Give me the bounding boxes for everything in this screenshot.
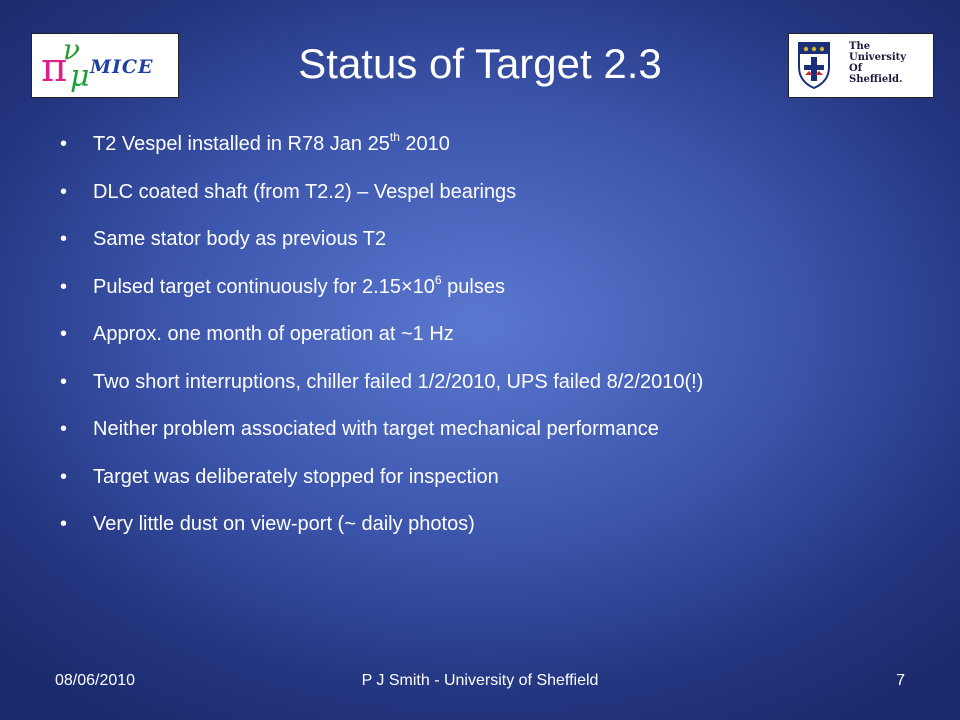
page-number: 7 (896, 672, 905, 689)
bullet-text: DLC coated shaft (from T2.2) – Vespel bearings (93, 180, 517, 203)
bullet-item (60, 318, 940, 366)
bullet-text: Two short interruptions, chiller failed 1/2/2010, UPS failed 8/2/2010(!) (93, 370, 704, 393)
slide-title: Status of Target 2.3 (298, 40, 662, 87)
bullet-dot-icon: • (60, 275, 68, 298)
bullet-dot-icon: • (60, 228, 68, 250)
bullet-item (60, 461, 940, 509)
bullet-item (60, 223, 940, 271)
sheffield-line-4: Sheffield. (849, 74, 903, 85)
mice-nu-glyph: ν (63, 33, 81, 66)
bullet-text: Approx. one month of operation at ~1 Hz (93, 323, 454, 345)
bullet-dot-icon: • (60, 133, 68, 155)
bullet-text-after: 2010 (399, 133, 450, 155)
bullet-item (60, 271, 940, 319)
sheffield-logo-text (849, 41, 906, 85)
bullet-superscript: 6 (434, 272, 442, 287)
bullet-dot-icon: • (60, 513, 68, 535)
bullet-superscript: th (389, 130, 400, 144)
mice-mu-glyph: μ (70, 59, 90, 94)
footer-author: P J Smith - University of Sheffield (361, 672, 599, 689)
mice-pi-glyph: π (41, 45, 68, 91)
bullet-list (60, 128, 940, 556)
bullet-text: Target was deliberately stopped for inspection (93, 465, 499, 488)
bullet-text: Very little dust on view-port (~ daily photos) (93, 513, 475, 535)
bullet-text-after: pulses (441, 275, 505, 298)
bullet-text: Neither problem associated with target mechanical performance (93, 418, 659, 440)
bullet-item (60, 128, 940, 176)
bullet-item (60, 413, 940, 461)
bullet-dot-icon: • (60, 323, 68, 345)
bullet-item (60, 508, 940, 556)
sheffield-line-3: Of (849, 63, 863, 74)
bullet-text: Pulsed target continuously for 2.15×10 (93, 275, 435, 298)
bullet-dot-icon: • (60, 465, 68, 488)
mice-logo-text: MICE (90, 56, 154, 78)
bullet-dot-icon: • (60, 370, 68, 393)
sheffield-crest-icon (797, 41, 831, 89)
bullet-item (60, 366, 940, 414)
sheffield-line-1: The (849, 41, 871, 52)
bullet-text: Same stator body as previous T2 (93, 228, 387, 250)
sheffield-line-2: University (849, 52, 907, 63)
bullet-text: T2 Vespel installed in R78 Jan 25 (93, 133, 390, 155)
sheffield-logo (788, 33, 934, 98)
bullet-item (60, 176, 940, 224)
bullet-dot-icon: • (60, 180, 68, 203)
bullet-dot-icon: • (60, 418, 68, 440)
footer-date: 08/06/2010 (55, 672, 136, 689)
